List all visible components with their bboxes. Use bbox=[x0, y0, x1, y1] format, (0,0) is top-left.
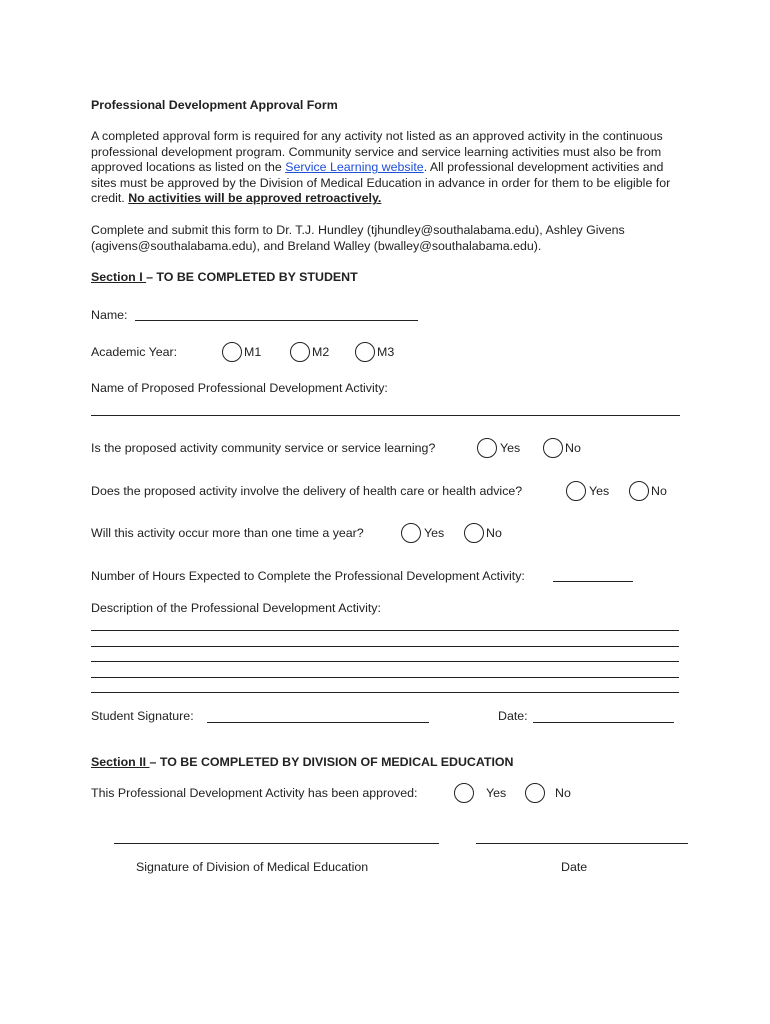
q-recurring-label: Will this activity occur more than one time a year? bbox=[91, 526, 364, 540]
recurring-yes-label: Yes bbox=[424, 526, 445, 540]
description-line[interactable] bbox=[91, 692, 679, 693]
description-line[interactable] bbox=[91, 646, 679, 647]
radio-health-no[interactable] bbox=[629, 481, 649, 501]
community-yes-label: Yes bbox=[500, 441, 521, 455]
student-signature-label: Student Signature: bbox=[91, 709, 194, 723]
q-health-care-label: Does the proposed activity involve the delivery of health care or health advice? bbox=[91, 484, 523, 498]
section-2-heading bbox=[91, 755, 513, 771]
section-2-heading-rest: – TO BE COMPLETED BY DIVISION OF MEDICAL EDUCATION bbox=[149, 755, 514, 769]
radio-m3[interactable] bbox=[355, 342, 375, 362]
health-yes-label: Yes bbox=[589, 484, 610, 498]
description-line[interactable] bbox=[91, 677, 679, 678]
activity-name-label: Name of Proposed Professional Development Activity: bbox=[91, 381, 388, 395]
section-1-heading bbox=[91, 270, 358, 286]
approved-no-label: No bbox=[555, 786, 571, 800]
division-date-field[interactable] bbox=[476, 843, 688, 844]
description-line[interactable] bbox=[91, 630, 679, 631]
radio-approved-no[interactable] bbox=[525, 783, 545, 803]
description-label: Description of the Professional Development Activity: bbox=[91, 601, 381, 615]
hours-label: Number of Hours Expected to Complete the Professional Development Activity: bbox=[91, 569, 525, 583]
option-m3-label: M3 bbox=[377, 345, 395, 359]
form-title: Professional Development Approval Form bbox=[91, 98, 338, 112]
community-no-label: No bbox=[565, 441, 581, 455]
division-date-caption: Date bbox=[561, 860, 588, 874]
radio-recurring-yes[interactable] bbox=[401, 523, 421, 543]
recurring-no-label: No bbox=[486, 526, 502, 540]
division-signature-field[interactable] bbox=[114, 843, 439, 844]
radio-health-yes[interactable] bbox=[566, 481, 586, 501]
intro-paragraph bbox=[91, 129, 681, 207]
section-1-heading-rest: – TO BE COMPLETED BY STUDENT bbox=[146, 270, 358, 284]
division-signature-caption: Signature of Division of Medical Education bbox=[136, 860, 369, 874]
name-field[interactable] bbox=[135, 320, 418, 321]
student-date-label: Date: bbox=[498, 709, 528, 723]
section-1-heading-underlined: Section I bbox=[91, 270, 147, 284]
retroactive-notice: No activities will be approved retroactively. bbox=[128, 191, 382, 206]
intro-text-2: . All professional development activities and sites must be approved by the Division of Medical Education in advance in order for them to be eligible for credit. bbox=[91, 160, 671, 206]
name-label: Name: bbox=[91, 308, 128, 322]
radio-community-no[interactable] bbox=[543, 438, 563, 458]
radio-m2[interactable] bbox=[290, 342, 310, 362]
radio-m1[interactable] bbox=[222, 342, 242, 362]
student-signature-field[interactable] bbox=[207, 722, 429, 723]
submit-instructions: Complete and submit this form to Dr. T.J. Hundley (tjhundley@southalabama.edu), Ashley Givens (agivens@southalabama.edu), and Breland Walley (bwalley@southalabama.edu). bbox=[91, 223, 625, 253]
academic-year-label: Academic Year: bbox=[91, 345, 178, 359]
intro-text-1: A completed approval form is required for any activity not listed as an approved activity in the continuous professional development program. Community service and service learning activities must also be from approved locations as listed on the bbox=[91, 129, 663, 175]
radio-community-yes[interactable] bbox=[477, 438, 497, 458]
student-date-field[interactable] bbox=[533, 722, 674, 723]
hours-field[interactable] bbox=[553, 581, 633, 582]
approved-label: This Professional Development Activity has been approved: bbox=[91, 786, 418, 800]
option-m2-label: M2 bbox=[312, 345, 330, 359]
service-learning-link[interactable]: Service Learning website bbox=[285, 160, 424, 175]
description-line[interactable] bbox=[91, 661, 679, 662]
section-2-heading-underlined: Section II bbox=[91, 755, 150, 769]
q-community-service-label: Is the proposed activity community service or service learning? bbox=[91, 441, 436, 455]
option-m1-label: M1 bbox=[244, 345, 262, 359]
radio-approved-yes[interactable] bbox=[454, 783, 474, 803]
activity-name-field[interactable] bbox=[91, 415, 680, 416]
health-no-label: No bbox=[651, 484, 667, 498]
approved-yes-label: Yes bbox=[486, 786, 507, 800]
radio-recurring-no[interactable] bbox=[464, 523, 484, 543]
